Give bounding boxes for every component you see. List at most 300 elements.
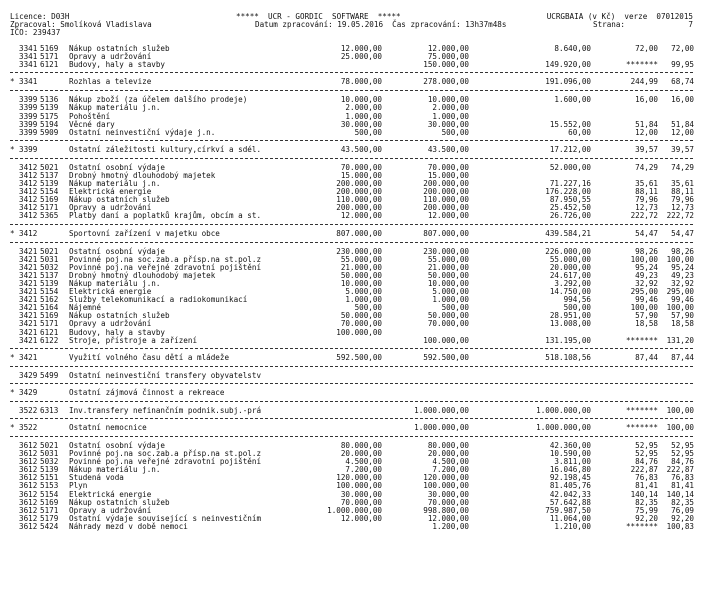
cell-percent-adjusted: 51,84 xyxy=(671,119,694,129)
row-item-name: Opravy a udržování xyxy=(69,505,152,515)
cell-percent-adjusted: 222,72 xyxy=(666,211,694,221)
subtotal-marker: * xyxy=(10,352,15,362)
cell-budget-adjusted: 10.000,00 xyxy=(427,278,469,288)
row-paragraph: 3612 xyxy=(19,473,38,483)
row-item-code: 5162 xyxy=(40,295,59,305)
cell-budget-original: 120.000,00 xyxy=(336,473,382,483)
row-paragraph: 3399 xyxy=(19,119,38,129)
cell-percent-adjusted: 68,74 xyxy=(671,77,694,87)
row-paragraph: 3421 xyxy=(19,254,38,264)
cell-budget-adjusted: 2.000,00 xyxy=(432,103,469,113)
cell-budget-original: 807.000,00 xyxy=(336,228,382,238)
subtotal-paragraph: 3412 xyxy=(19,228,38,238)
subtotal-paragraph: 3429 xyxy=(19,387,38,397)
cell-actual: 191.096,00 xyxy=(545,77,591,87)
row-item-name: Elektrická energie xyxy=(69,287,152,296)
cell-budget-original: 70.000,00 xyxy=(340,319,382,329)
cell-actual: 26.726,00 xyxy=(549,211,591,221)
row-paragraph: 3421 xyxy=(19,319,38,329)
cell-budget-original: 500,00 xyxy=(354,127,382,137)
cell-budget-adjusted: 100.000,00 xyxy=(423,481,469,491)
page-label: Strana: xyxy=(593,20,626,29)
row-paragraph: 3612 xyxy=(19,481,38,491)
cell-budget-adjusted: 70.000,00 xyxy=(427,162,469,172)
row-item-code: 5154 xyxy=(40,489,59,499)
cell-percent-adjusted: 79,96 xyxy=(671,195,694,205)
cell-actual: 131.195,00 xyxy=(545,335,591,345)
cell-percent-original: 140,14 xyxy=(630,489,658,499)
cell-budget-original: 15.000,00 xyxy=(340,170,382,180)
row-paragraph: 3612 xyxy=(19,521,38,531)
cell-budget-adjusted: 1.200,00 xyxy=(432,521,469,531)
subtotal-marker: * xyxy=(10,144,15,154)
row-item-code: 5175 xyxy=(40,111,59,121)
cell-budget-adjusted: 15.000,00 xyxy=(427,170,469,180)
row-item-code: 5164 xyxy=(40,303,59,313)
row-item-name: Ostatní neinvestiční výdaje j.n. xyxy=(69,127,216,137)
report-version: UCRGBAIA (v Kč) verze 07012015 xyxy=(546,12,693,21)
cell-percent-adjusted: 76,83 xyxy=(671,473,694,483)
cell-percent-original: 88,11 xyxy=(635,187,658,197)
cell-budget-original: 80.000,00 xyxy=(340,440,382,450)
cell-actual: 149.920,00 xyxy=(545,60,591,70)
cell-percent-original: 95,24 xyxy=(635,262,658,272)
cell-budget-original: 592.500,00 xyxy=(336,352,382,362)
cell-budget-adjusted: 50.000,00 xyxy=(427,311,469,321)
row-item-code: 5169 xyxy=(40,44,59,53)
row-item-code: 5136 xyxy=(40,95,59,105)
subtotal-paragraph: 3341 xyxy=(19,77,38,87)
row-item-name: Budovy, haly a stavby xyxy=(69,60,166,70)
cell-percent-adjusted: 52,95 xyxy=(671,440,694,450)
subtotal-name: Ostatní záležitosti kultury,církví a sdél. xyxy=(69,144,262,154)
cell-percent-adjusted: 98,26 xyxy=(671,246,694,256)
dashed-separator xyxy=(10,401,693,402)
cell-percent-adjusted: 57,90 xyxy=(671,311,694,321)
processed-by: Zpracoval: Smolíková Vladislava xyxy=(10,20,152,29)
cell-budget-adjusted: 998.800,00 xyxy=(423,505,469,515)
row-item-code: 5424 xyxy=(40,521,59,531)
cell-actual: 1.000.000,00 xyxy=(536,405,591,415)
dashed-separator xyxy=(10,224,693,225)
cell-percent-original: 39,57 xyxy=(635,144,658,154)
cell-actual: 11.064,00 xyxy=(549,513,591,523)
cell-budget-original: 43.500,00 xyxy=(340,144,382,154)
row-item-code: 6122 xyxy=(40,335,59,345)
row-item-name: Povinné poj.na veřejné zdravotní pojištění xyxy=(69,262,262,272)
row-item-code: 5153 xyxy=(40,481,59,491)
row-paragraph: 3399 xyxy=(19,111,38,121)
cell-budget-original: 1.000.000,00 xyxy=(327,505,382,515)
row-item-name: Stroje, přístroje a zařízení xyxy=(69,335,198,345)
row-paragraph: 3412 xyxy=(19,211,38,221)
cell-budget-original: 2.000,00 xyxy=(345,103,382,113)
cell-actual: 71.227,16 xyxy=(549,179,591,188)
cell-actual: 92.198,45 xyxy=(549,473,591,483)
cell-percent-original: 98,26 xyxy=(635,246,658,256)
cell-percent-adjusted: 54,47 xyxy=(671,228,694,238)
row-paragraph: 3412 xyxy=(19,162,38,172)
row-item-code: 5909 xyxy=(40,127,59,137)
row-paragraph: 3421 xyxy=(19,278,38,288)
dashed-separator xyxy=(10,72,693,73)
cell-budget-adjusted: 278.000,00 xyxy=(423,77,469,87)
row-item-name: Nákup ostatních služeb xyxy=(69,497,170,507)
cell-percent-original: 76,83 xyxy=(635,473,658,483)
cell-budget-adjusted: 150.000,00 xyxy=(423,60,469,70)
cell-actual: 60,00 xyxy=(568,127,591,137)
cell-budget-adjusted: 10.000,00 xyxy=(427,95,469,105)
cell-percent-original: 35,61 xyxy=(635,179,658,188)
row-item-code: 5139 xyxy=(40,278,59,288)
subtotal-paragraph: 3399 xyxy=(19,144,38,154)
cell-budget-original: 30.000,00 xyxy=(340,489,382,499)
row-paragraph: 3412 xyxy=(19,187,38,197)
row-paragraph: 3612 xyxy=(19,465,38,475)
cell-percent-adjusted: 16,00 xyxy=(671,95,694,105)
cell-budget-adjusted: 200.000,00 xyxy=(423,179,469,188)
cell-budget-adjusted: 12.000,00 xyxy=(427,211,469,221)
row-item-name: Povinné poj.na soc.zab.a přísp.na st.pol.z xyxy=(69,254,262,264)
cell-budget-adjusted: 1.000.000,00 xyxy=(414,422,469,432)
row-item-code: 5179 xyxy=(40,513,59,523)
row-item-name: Opravy a udržování xyxy=(69,52,152,62)
row-paragraph: 3612 xyxy=(19,449,38,458)
processing-datetime: Datum zpracování: 19.05.2016 Čas zpracování: 13h37m48s xyxy=(255,20,507,29)
row-item-code: 6121 xyxy=(40,327,59,337)
cell-budget-original: 230.000,00 xyxy=(336,246,382,256)
row-paragraph: 3612 xyxy=(19,497,38,507)
cell-percent-adjusted: 131,20 xyxy=(666,335,694,345)
cell-percent-original: 92,20 xyxy=(635,513,658,523)
cell-budget-adjusted: 120.000,00 xyxy=(423,473,469,483)
cell-actual: 1.600,00 xyxy=(554,95,591,105)
cell-budget-original: 110.000,00 xyxy=(336,195,382,205)
subtotal-marker: * xyxy=(10,77,15,87)
row-item-code: 5154 xyxy=(40,187,59,197)
cell-percent-original: ******* xyxy=(625,521,658,531)
cell-budget-adjusted: 230.000,00 xyxy=(423,246,469,256)
row-item-name: Pohoštění xyxy=(69,111,111,121)
cell-budget-adjusted: 1.000,00 xyxy=(432,295,469,305)
row-paragraph: 3612 xyxy=(19,513,38,523)
cell-budget-adjusted: 7.200,00 xyxy=(432,465,469,475)
cell-percent-original: 32,92 xyxy=(635,278,658,288)
subtotal-name: Ostatní nemocnice xyxy=(69,422,147,432)
cell-percent-original: ******* xyxy=(625,422,658,432)
row-item-name: Nákup materiálu j.n. xyxy=(69,278,161,288)
cell-percent-original: 52,95 xyxy=(635,440,658,450)
cell-percent-adjusted: 32,92 xyxy=(671,278,694,288)
subtotal-name: Sportovní zařízení v majetku obce xyxy=(69,228,220,238)
cell-budget-original: 4.500,00 xyxy=(345,457,382,467)
cell-actual: 759.987,50 xyxy=(545,505,591,515)
cell-budget-original: 21.000,00 xyxy=(340,262,382,272)
subtotal-marker: * xyxy=(10,387,15,397)
row-item-code: 5171 xyxy=(40,505,59,515)
row-item-name: Ostatní osobní výdaje xyxy=(69,162,166,172)
cell-percent-original: ******* xyxy=(625,60,658,70)
cell-percent-original: 75,99 xyxy=(635,505,658,515)
row-item-name: Nákup zboží (za účelem dalšího prodeje) xyxy=(69,95,248,105)
cell-actual: 14.750,00 xyxy=(549,287,591,296)
row-item-name: Věcné dary xyxy=(69,119,115,129)
dashed-separator xyxy=(10,366,693,367)
subtotal-paragraph: 3421 xyxy=(19,352,38,362)
cell-actual: 20.000,00 xyxy=(549,262,591,272)
cell-budget-original: 10.000,00 xyxy=(340,278,382,288)
row-paragraph: 3421 xyxy=(19,287,38,296)
cell-percent-adjusted: 74,29 xyxy=(671,162,694,172)
cell-percent-original: 49,23 xyxy=(635,270,658,280)
cell-budget-adjusted: 75.000,00 xyxy=(427,52,469,62)
cell-percent-adjusted: 87,44 xyxy=(671,352,694,362)
row-item-code: 5194 xyxy=(40,119,59,129)
subtotal-name: Rozhlas a televize xyxy=(69,77,152,87)
dashed-separator xyxy=(10,418,693,419)
row-paragraph: 3412 xyxy=(19,170,38,180)
row-paragraph: 3612 xyxy=(19,489,38,499)
cell-percent-adjusted: 49,23 xyxy=(671,270,694,280)
cell-percent-adjusted: 100,00 xyxy=(666,303,694,313)
row-item-code: 5021 xyxy=(40,246,59,256)
cell-actual: 3.292,00 xyxy=(554,278,591,288)
cell-budget-adjusted: 500,00 xyxy=(441,303,469,313)
cell-actual: 28.951,00 xyxy=(549,311,591,321)
cell-budget-original: 12.000,00 xyxy=(340,513,382,523)
cell-percent-adjusted: 76,09 xyxy=(671,505,694,515)
cell-percent-original: 100,00 xyxy=(630,254,658,264)
cell-actual: 500,00 xyxy=(563,303,591,313)
cell-percent-adjusted: 100,00 xyxy=(666,405,694,415)
cell-budget-adjusted: 5.000,00 xyxy=(432,287,469,296)
cell-percent-adjusted: 18,58 xyxy=(671,319,694,329)
cell-budget-adjusted: 55.000,00 xyxy=(427,254,469,264)
cell-actual: 3.811,00 xyxy=(554,457,591,467)
dashed-separator xyxy=(10,158,693,159)
row-item-name: Povinné poj.na veřejné zdravotní pojištění xyxy=(69,457,262,467)
row-paragraph: 3612 xyxy=(19,440,38,450)
cell-percent-adjusted: 81,41 xyxy=(671,481,694,491)
dashed-separator xyxy=(10,140,693,141)
cell-budget-adjusted: 4.500,00 xyxy=(432,457,469,467)
cell-percent-original: 99,46 xyxy=(635,295,658,305)
cell-percent-adjusted: 82,35 xyxy=(671,497,694,507)
row-paragraph: 3421 xyxy=(19,295,38,305)
row-item-code: 5151 xyxy=(40,473,59,483)
cell-budget-adjusted: 12.000,00 xyxy=(427,44,469,53)
cell-budget-original: 100.000,00 xyxy=(336,327,382,337)
subtotal-marker: * xyxy=(10,228,15,238)
cell-budget-original: 70.000,00 xyxy=(340,497,382,507)
row-paragraph: 3341 xyxy=(19,60,38,70)
cell-budget-adjusted: 1.000.000,00 xyxy=(414,405,469,415)
cell-percent-adjusted: 35,61 xyxy=(671,179,694,188)
cell-percent-original: 12,73 xyxy=(635,203,658,213)
cell-percent-adjusted: 84,76 xyxy=(671,457,694,467)
row-item-name: Elektrická energie xyxy=(69,489,152,499)
cell-percent-adjusted: 99,95 xyxy=(671,60,694,70)
cell-actual: 81.405,76 xyxy=(549,481,591,491)
cell-budget-original: 55.000,00 xyxy=(340,254,382,264)
row-item-name: Nájemné xyxy=(69,303,102,313)
cell-percent-adjusted: 95,24 xyxy=(671,262,694,272)
cell-budget-adjusted: 30.000,00 xyxy=(427,489,469,499)
cell-percent-original: 52,95 xyxy=(635,449,658,458)
cell-percent-adjusted: 295,00 xyxy=(666,287,694,296)
dashed-separator xyxy=(10,90,693,91)
row-item-name: Ostatní neinvestiční transfery obyvatelstv xyxy=(69,370,262,380)
row-paragraph: 3421 xyxy=(19,327,38,337)
cell-percent-original: 72,00 xyxy=(635,44,658,53)
cell-actual: 10.590,00 xyxy=(549,449,591,458)
cell-budget-original: 7.200,00 xyxy=(345,465,382,475)
row-item-name: Nákup materiálu j.n. xyxy=(69,103,161,113)
cell-budget-original: 100.000,00 xyxy=(336,481,382,491)
cell-actual: 1.000.000,00 xyxy=(536,422,591,432)
row-item-code: 5365 xyxy=(40,211,59,221)
row-item-name: Ostatní osobní výdaje xyxy=(69,246,166,256)
row-paragraph: 3421 xyxy=(19,303,38,313)
row-item-name: Povinné poj.na soc.zab.a přísp.na st.pol.z xyxy=(69,449,262,458)
row-item-code: 5137 xyxy=(40,270,59,280)
cell-actual: 1.210,00 xyxy=(554,521,591,531)
cell-budget-adjusted: 100.000,00 xyxy=(423,335,469,345)
cell-budget-adjusted: 70.000,00 xyxy=(427,319,469,329)
cell-budget-adjusted: 200.000,00 xyxy=(423,187,469,197)
cell-actual: 24.617,00 xyxy=(549,270,591,280)
row-item-code: 5169 xyxy=(40,311,59,321)
row-item-name: Nákup materiálu j.n. xyxy=(69,465,161,475)
report-title: ***** UCR - GORDIC SOFTWARE ***** xyxy=(236,12,401,21)
cell-budget-adjusted: 200.000,00 xyxy=(423,203,469,213)
row-item-name: Inv.transfery nefinančním podnik.subj.-prá xyxy=(69,405,262,415)
cell-percent-adjusted: 88,11 xyxy=(671,187,694,197)
cell-actual: 87.950,55 xyxy=(549,195,591,205)
row-item-name: Nákup ostatních služeb xyxy=(69,311,170,321)
cell-budget-original: 30.000,00 xyxy=(340,119,382,129)
dashed-separator xyxy=(10,242,693,243)
row-item-code: 5032 xyxy=(40,262,59,272)
cell-actual: 52.000,00 xyxy=(549,162,591,172)
cell-percent-original: 51,84 xyxy=(635,119,658,129)
row-paragraph: 3522 xyxy=(19,405,38,415)
cell-percent-original: 12,00 xyxy=(635,127,658,137)
cell-percent-original: 82,35 xyxy=(635,497,658,507)
row-item-name: Drobný hmotný dlouhodobý majetek xyxy=(69,170,216,180)
subtotal-paragraph: 3522 xyxy=(19,422,38,432)
cell-budget-original: 10.000,00 xyxy=(340,95,382,105)
row-paragraph: 3412 xyxy=(19,203,38,213)
cell-percent-adjusted: 52,95 xyxy=(671,449,694,458)
cell-budget-original: 20.000,00 xyxy=(340,449,382,458)
cell-percent-original: 222,87 xyxy=(630,465,658,475)
row-item-code: 5139 xyxy=(40,179,59,188)
cell-budget-original: 12.000,00 xyxy=(340,211,382,221)
cell-budget-adjusted: 80.000,00 xyxy=(427,440,469,450)
cell-budget-adjusted: 807.000,00 xyxy=(423,228,469,238)
cell-percent-original: 54,47 xyxy=(635,228,658,238)
cell-budget-adjusted: 20.000,00 xyxy=(427,449,469,458)
row-paragraph: 3399 xyxy=(19,103,38,113)
row-item-code: 6313 xyxy=(40,405,59,415)
cell-actual: 55.000,00 xyxy=(549,254,591,264)
cell-percent-adjusted: 92,20 xyxy=(671,513,694,523)
cell-percent-adjusted: 100,00 xyxy=(666,422,694,432)
row-paragraph: 3341 xyxy=(19,44,38,53)
cell-budget-original: 50.000,00 xyxy=(340,311,382,321)
row-paragraph: 3399 xyxy=(19,95,38,105)
row-item-code: 5499 xyxy=(40,370,59,380)
ico-label: IČO: 239437 xyxy=(10,28,61,37)
row-item-code: 5154 xyxy=(40,287,59,296)
cell-budget-adjusted: 592.500,00 xyxy=(423,352,469,362)
row-item-code: 6121 xyxy=(40,60,59,70)
row-item-name: Platby daní a poplatků krajům, obcím a st. xyxy=(69,211,262,221)
cell-budget-adjusted: 43.500,00 xyxy=(427,144,469,154)
cell-percent-original: 295,00 xyxy=(630,287,658,296)
cell-budget-original: 1.000,00 xyxy=(345,111,382,121)
cell-actual: 226.000,00 xyxy=(545,246,591,256)
cell-actual: 25.452,50 xyxy=(549,203,591,213)
row-item-name: Drobný hmotný dlouhodobý majetek xyxy=(69,270,216,280)
row-item-code: 5171 xyxy=(40,319,59,329)
cell-actual: 176.228,00 xyxy=(545,187,591,197)
cell-percent-original: 100,00 xyxy=(630,303,658,313)
row-paragraph: 3421 xyxy=(19,335,38,345)
cell-budget-original: 200.000,00 xyxy=(336,203,382,213)
row-item-name: Plyn xyxy=(69,481,88,491)
row-item-name: Služby telekomunikací a radiokomunikací xyxy=(69,295,248,305)
cell-actual: 439.584,21 xyxy=(545,228,591,238)
cell-percent-original: 79,96 xyxy=(635,195,658,205)
row-item-code: 5139 xyxy=(40,465,59,475)
cell-actual: 42.360,00 xyxy=(549,440,591,450)
row-item-name: Ostatní osobní výdaje xyxy=(69,440,166,450)
dashed-separator xyxy=(10,348,693,349)
row-item-code: 5169 xyxy=(40,497,59,507)
row-item-name: Budovy, haly a stavby xyxy=(69,327,166,337)
cell-percent-adjusted: 72,00 xyxy=(671,44,694,53)
row-item-code: 5031 xyxy=(40,254,59,264)
cell-actual: 13.008,00 xyxy=(549,319,591,329)
cell-budget-adjusted: 500,00 xyxy=(441,127,469,137)
cell-budget-original: 200.000,00 xyxy=(336,187,382,197)
cell-percent-adjusted: 222,87 xyxy=(666,465,694,475)
licence-label: Licence: D03H xyxy=(10,12,70,21)
cell-percent-adjusted: 12,73 xyxy=(671,203,694,213)
dashed-separator xyxy=(10,383,693,384)
subtotal-name: Využití volného času dětí a mládeže xyxy=(69,352,230,362)
cell-percent-original: 81,41 xyxy=(635,481,658,491)
row-paragraph: 3612 xyxy=(19,457,38,467)
cell-actual: 8.640,00 xyxy=(554,44,591,53)
cell-budget-adjusted: 50.000,00 xyxy=(427,270,469,280)
row-paragraph: 3341 xyxy=(19,52,38,62)
row-item-name: Nákup ostatních služeb xyxy=(69,195,170,205)
row-item-code: 5031 xyxy=(40,449,59,458)
cell-actual: 16.046,80 xyxy=(549,465,591,475)
cell-percent-adjusted: 140,14 xyxy=(666,489,694,499)
row-paragraph: 3399 xyxy=(19,127,38,137)
cell-budget-original: 50.000,00 xyxy=(340,270,382,280)
cell-percent-adjusted: 39,57 xyxy=(671,144,694,154)
cell-percent-original: 244,99 xyxy=(630,77,658,87)
row-item-code: 5021 xyxy=(40,440,59,450)
cell-percent-original: ******* xyxy=(625,405,658,415)
subtotal-name: Ostatní zájmová činnost a rekreace xyxy=(69,387,225,397)
row-paragraph: 3412 xyxy=(19,179,38,188)
